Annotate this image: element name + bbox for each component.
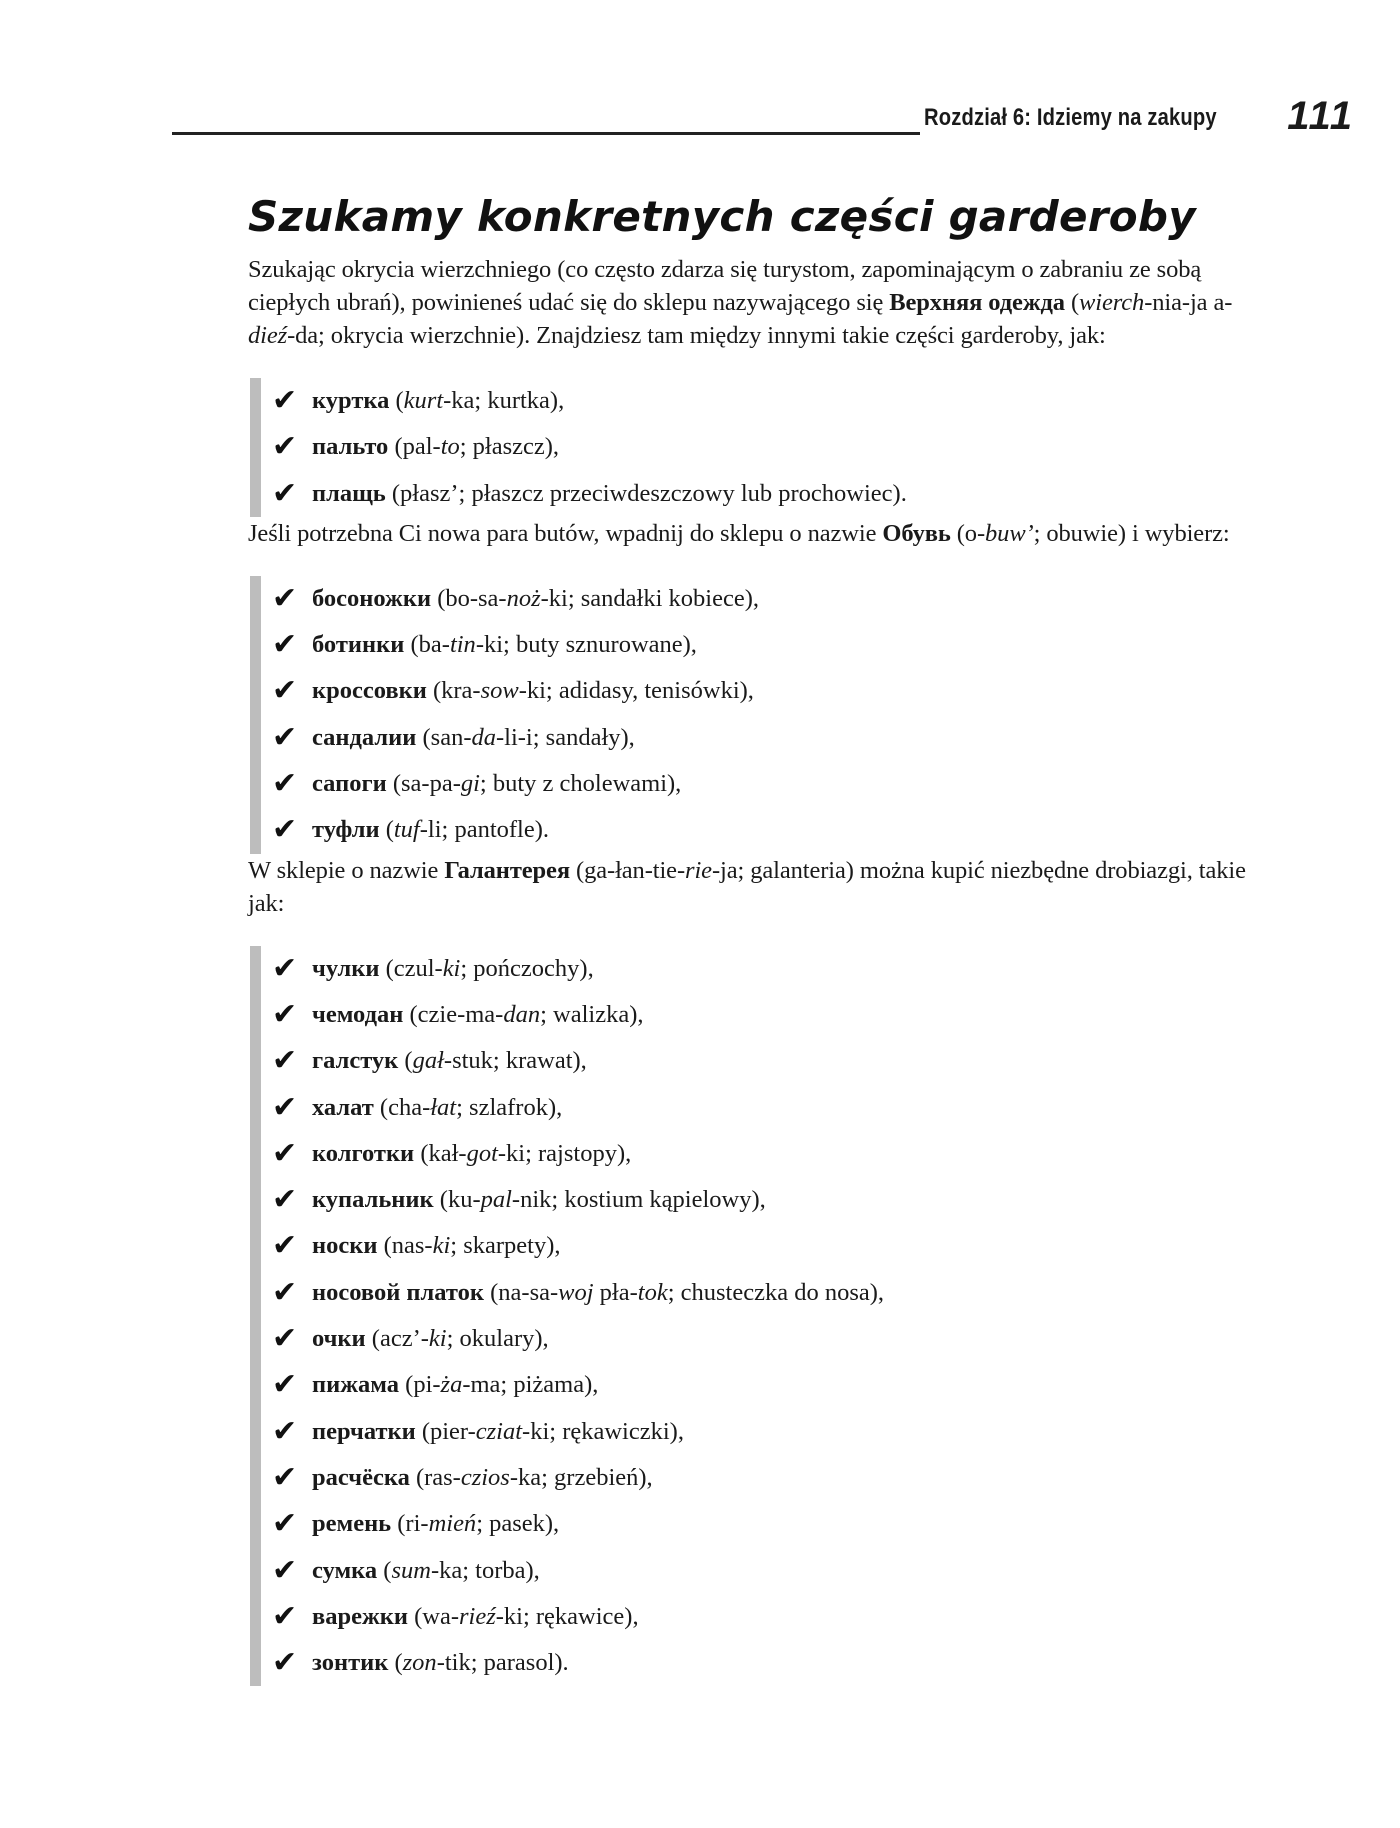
checkmark-icon: ✔ bbox=[272, 1506, 298, 1542]
list-item bbox=[248, 992, 1268, 1038]
pronunciation-text: ; buty z cholewami), bbox=[479, 770, 682, 798]
checkmark-icon: ✔ bbox=[272, 1089, 298, 1125]
pronunciation-text: (san- bbox=[416, 723, 472, 751]
pronunciation-text: (bo-sa- bbox=[431, 584, 507, 612]
stressed-syllable: mień bbox=[428, 1510, 477, 1538]
stressed-syllable: tok bbox=[637, 1278, 668, 1306]
russian-term: сапоги bbox=[312, 770, 387, 798]
russian-term: ремень bbox=[312, 1510, 392, 1538]
stressed-syllable: da bbox=[471, 723, 496, 751]
checkmark-icon: ✔ bbox=[272, 1043, 298, 1079]
checkmark-icon: ✔ bbox=[272, 1182, 298, 1218]
russian-term: носовой платок bbox=[312, 1278, 484, 1306]
pronunciation-text: -ki; rajstopy), bbox=[497, 1139, 632, 1167]
stressed-syllable: to bbox=[440, 433, 460, 461]
checkmark-icon: ✔ bbox=[272, 1552, 298, 1588]
pronunciation-text: -ki; rękawiczki), bbox=[522, 1417, 684, 1445]
stressed-syllable: cziat bbox=[475, 1417, 523, 1445]
checkmark-icon: ✔ bbox=[272, 383, 298, 418]
checkmark-icon: ✔ bbox=[272, 766, 298, 802]
stressed-syllable: rieź bbox=[459, 1602, 496, 1630]
checkmark-icon: ✔ bbox=[272, 475, 298, 511]
russian-term: туфли bbox=[312, 816, 380, 844]
list-item bbox=[248, 761, 1268, 807]
pronunciation-text: (czul- bbox=[379, 954, 443, 982]
russian-term: кроссовки bbox=[312, 677, 427, 705]
list-item bbox=[248, 1548, 1268, 1594]
outerwear-list bbox=[248, 378, 1268, 517]
checkmark-icon: ✔ bbox=[272, 627, 298, 663]
checkmark-icon: ✔ bbox=[272, 719, 298, 755]
russian-term: сандалии bbox=[312, 723, 417, 751]
pronunciation-text: ; szlafrok), bbox=[456, 1093, 563, 1121]
list-item bbox=[248, 471, 1268, 517]
pronunciation-text: ( bbox=[388, 1649, 403, 1677]
stressed-syllable: ki bbox=[442, 954, 461, 982]
list-item bbox=[248, 668, 1268, 714]
list-item bbox=[248, 1362, 1268, 1408]
pronunciation-text: pła- bbox=[593, 1278, 638, 1306]
stressed-syllable: gał bbox=[412, 1047, 444, 1075]
list-item bbox=[248, 1223, 1268, 1269]
pronunciation-text: ; chusteczka do nosa), bbox=[667, 1278, 885, 1306]
pronunciation-text: -ki; adidasy, tenisówki), bbox=[518, 677, 754, 705]
russian-term: галстук bbox=[312, 1047, 399, 1075]
stressed-syllable: dan bbox=[503, 1000, 541, 1028]
pronunciation-text: -ka; grzebień), bbox=[509, 1463, 653, 1491]
stressed-syllable: ża bbox=[440, 1371, 463, 1399]
pronunciation-text: ; płaszcz), bbox=[459, 433, 560, 461]
list-item bbox=[248, 946, 1268, 992]
pronunciation-text: -tik; parasol). bbox=[436, 1649, 569, 1677]
russian-term: плащь bbox=[312, 479, 386, 507]
list-item bbox=[248, 1038, 1268, 1084]
pronunciation-text: -li-i; sandały), bbox=[496, 723, 635, 751]
pronunciation-text: (sa-pa- bbox=[386, 770, 461, 798]
russian-term: пижама bbox=[312, 1371, 400, 1399]
pronunciation-text: ; pasek), bbox=[476, 1510, 560, 1538]
checkmark-icon: ✔ bbox=[272, 580, 298, 616]
russian-term: куртка bbox=[312, 387, 390, 414]
russian-term: чемодан bbox=[312, 1000, 404, 1028]
stressed-syllable: tuf bbox=[393, 816, 420, 844]
chapter-title: Rozdział 6: Idziemy na zakupy bbox=[924, 104, 1217, 131]
russian-term: чулки bbox=[312, 954, 380, 982]
header-rule bbox=[172, 132, 920, 135]
russian-term: купальник bbox=[312, 1186, 434, 1214]
checkmark-icon: ✔ bbox=[272, 673, 298, 709]
page-number: 111 bbox=[1287, 94, 1354, 138]
stressed-syllable: zon bbox=[402, 1649, 437, 1677]
pronunciation-text: (na-sa- bbox=[484, 1278, 559, 1306]
russian-term: очки bbox=[312, 1325, 366, 1353]
stressed-syllable: kurt bbox=[403, 387, 444, 414]
russian-term: босоножки bbox=[312, 584, 432, 612]
pronunciation-text: ; skarpety), bbox=[450, 1232, 561, 1260]
stressed-syllable: pal bbox=[480, 1186, 512, 1214]
russian-term: пальто bbox=[312, 433, 389, 461]
pronunciation-text: -ma; piżama), bbox=[462, 1371, 599, 1399]
list-item bbox=[248, 807, 1268, 853]
list-item bbox=[248, 1085, 1268, 1131]
pronunciation-text: (czie-ma- bbox=[403, 1000, 504, 1028]
pronunciation-text: (nas- bbox=[377, 1232, 433, 1260]
list-item bbox=[248, 1640, 1268, 1686]
russian-term: носки bbox=[312, 1232, 378, 1260]
russian-term: колготки bbox=[312, 1139, 415, 1167]
pronunciation-text: (wa- bbox=[407, 1602, 459, 1630]
pronunciation-text: -ki; sandałki kobiece), bbox=[540, 584, 760, 612]
pronunciation-text: -nik; kostium kąpielowy), bbox=[511, 1186, 766, 1214]
paragraph-shoes: Jeśli potrzebna Ci nowa para butów, wpadnij do sklepu o nazwie Обувь (o-buw’; obuwie) i wybierz: bbox=[248, 519, 1230, 547]
stressed-syllable: sum bbox=[391, 1556, 431, 1584]
stressed-syllable: sow bbox=[480, 677, 519, 705]
pronunciation-text: (kał- bbox=[414, 1139, 467, 1167]
checkmark-icon: ✔ bbox=[272, 1645, 298, 1681]
shoes-list bbox=[248, 576, 1268, 854]
pronunciation-text: (pal- bbox=[388, 433, 441, 461]
russian-term: перчатки bbox=[312, 1417, 416, 1445]
list-item bbox=[248, 378, 1268, 424]
stressed-syllable: czios bbox=[460, 1463, 510, 1491]
list-item bbox=[248, 1594, 1268, 1640]
list-item bbox=[248, 1316, 1268, 1362]
page-content bbox=[248, 192, 1268, 1686]
list-item bbox=[248, 576, 1268, 622]
pronunciation-text: (pier- bbox=[415, 1417, 476, 1445]
stressed-syllable: ki bbox=[432, 1232, 451, 1260]
pronunciation-text: ( bbox=[389, 387, 404, 414]
list-item bbox=[248, 1501, 1268, 1547]
pronunciation-text: -li; pantofle). bbox=[419, 816, 549, 844]
checkmark-icon: ✔ bbox=[272, 429, 298, 465]
list-item bbox=[248, 1409, 1268, 1455]
russian-term: расчёска bbox=[312, 1463, 410, 1491]
checkmark-icon: ✔ bbox=[272, 1135, 298, 1171]
pronunciation-text: (acz’- bbox=[365, 1325, 429, 1353]
pronunciation-text: (cha- bbox=[373, 1093, 431, 1121]
checkmark-icon: ✔ bbox=[272, 1321, 298, 1357]
pronunciation-text: ; okulary), bbox=[446, 1325, 549, 1353]
pronunciation-text: ; walizka), bbox=[540, 1000, 644, 1028]
checkmark-icon: ✔ bbox=[272, 1459, 298, 1495]
pronunciation-text: (płasz’; płaszcz przeciwdeszczowy lub prochowiec). bbox=[385, 479, 907, 507]
stressed-syllable: gi bbox=[460, 770, 480, 798]
list-item bbox=[248, 622, 1268, 668]
pronunciation-text: (ri- bbox=[391, 1510, 429, 1538]
pronunciation-text: (ku- bbox=[433, 1186, 481, 1214]
list-item bbox=[248, 1177, 1268, 1223]
stressed-syllable: tin bbox=[449, 631, 476, 659]
russian-term: варежки bbox=[312, 1602, 408, 1630]
pronunciation-text: ( bbox=[379, 816, 394, 844]
russian-term: халат bbox=[312, 1093, 374, 1121]
checkmark-icon: ✔ bbox=[272, 1274, 298, 1310]
checkmark-icon: ✔ bbox=[272, 1598, 298, 1634]
pronunciation-text: (ba- bbox=[404, 631, 450, 659]
pronunciation-text: -ka; torba), bbox=[430, 1556, 540, 1584]
russian-term: сумка bbox=[312, 1556, 378, 1584]
stressed-syllable: noż bbox=[506, 584, 541, 612]
checkmark-icon: ✔ bbox=[272, 996, 298, 1032]
stressed-syllable: got bbox=[466, 1139, 498, 1167]
stressed-syllable: woj bbox=[558, 1278, 594, 1306]
checkmark-icon: ✔ bbox=[272, 1228, 298, 1264]
stressed-syllable: łat bbox=[430, 1093, 457, 1121]
pronunciation-text: ; pończochy), bbox=[460, 954, 594, 982]
list-item bbox=[248, 1131, 1268, 1177]
list-item bbox=[248, 424, 1268, 470]
paragraph-haberdashery: W sklepie o nazwie Галантерея (ga-łan-tie-rie-ja; galanteria) można kupić niezbędne drobiazgi, takie jak: bbox=[248, 856, 1246, 917]
list-item bbox=[248, 715, 1268, 761]
pronunciation-text: ( bbox=[398, 1047, 413, 1075]
pronunciation-text: -ka; kurtka), bbox=[443, 387, 565, 414]
paragraph-outerwear: Szukając okrycia wierzchniego (co często zdarza się turystom, zapominającym o zabraniu ze sobą ciepłych ubrań), powinieneś udać się do sklepu nazywającego się Верхняя одежда (wierch-nia-ja a-dieź-da; okrycia wierzchnie). Znajdziesz tam między innymi takie części garderoby, jak: bbox=[248, 256, 1233, 349]
pronunciation-text: (ras- bbox=[409, 1463, 461, 1491]
stressed-syllable: ki bbox=[428, 1325, 447, 1353]
checkmark-icon: ✔ bbox=[272, 1413, 298, 1449]
checkmark-icon: ✔ bbox=[272, 950, 298, 986]
list-item bbox=[248, 1455, 1268, 1501]
list-item bbox=[248, 1270, 1268, 1316]
haberdashery-list bbox=[248, 946, 1268, 1687]
pronunciation-text: (kra- bbox=[426, 677, 481, 705]
checkmark-icon: ✔ bbox=[272, 1367, 298, 1403]
pronunciation-text: -stuk; krawat), bbox=[443, 1047, 587, 1075]
pronunciation-text: (pi- bbox=[399, 1371, 441, 1399]
pronunciation-text: ( bbox=[377, 1556, 392, 1584]
running-head bbox=[172, 94, 1354, 140]
pronunciation-text: -ki; rękawice), bbox=[495, 1602, 639, 1630]
russian-term: ботинки bbox=[312, 631, 405, 659]
checkmark-icon: ✔ bbox=[272, 812, 298, 848]
russian-term: зонтик bbox=[312, 1649, 389, 1677]
section-title: Szukamy konkretnych części garderoby bbox=[248, 192, 1196, 241]
pronunciation-text: -ki; buty sznurowane), bbox=[475, 631, 697, 659]
